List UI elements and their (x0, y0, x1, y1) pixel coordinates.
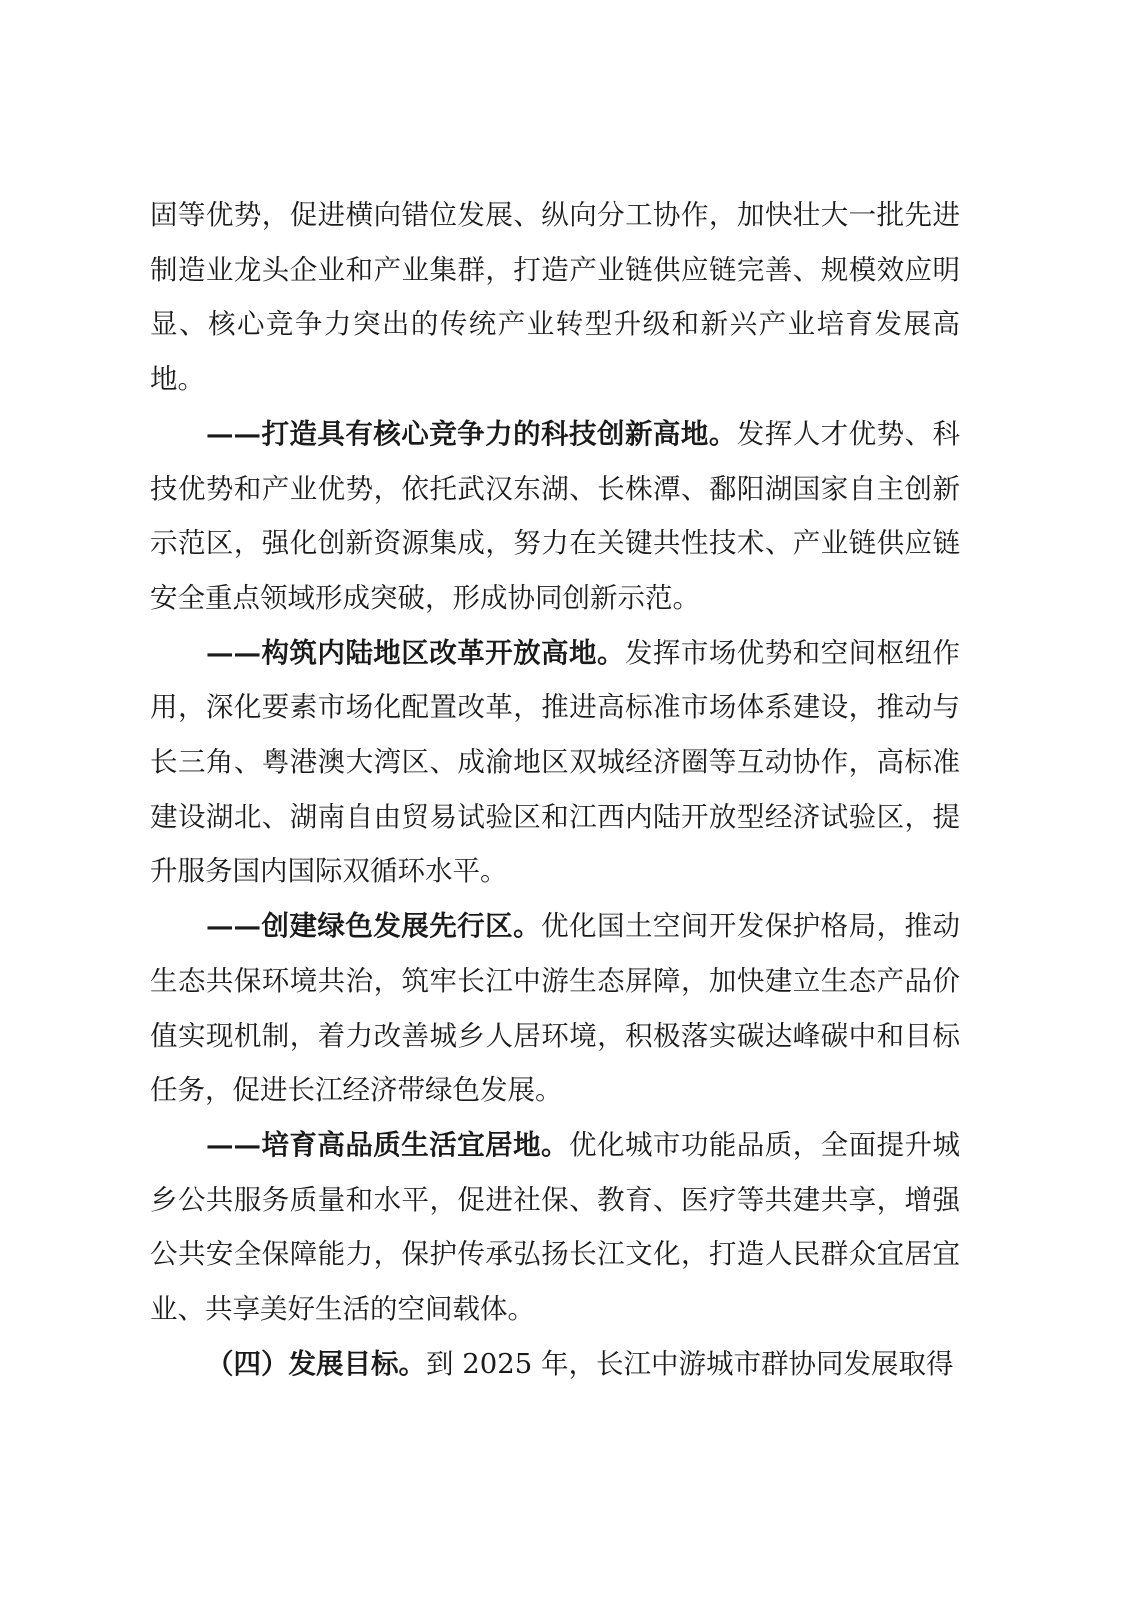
paragraph-tech-innovation (150, 407, 960, 626)
paragraph-heading: ——创建绿色发展先行区。 (206, 910, 542, 943)
document-body (150, 188, 960, 1391)
paragraph-heading: ——构筑内陆地区改革开放高地。 (206, 636, 625, 669)
paragraph-heading: ——培育高品质生活宜居地。 (206, 1128, 570, 1161)
paragraph-text: 到 2025 年，长江中游城市群协同发展取得 (426, 1347, 954, 1380)
paragraph-development-goals (150, 1337, 960, 1392)
paragraph-heading: ——打造具有核心竞争力的科技创新高地。 (206, 417, 737, 450)
paragraph-text: 发挥人才优势、科技优势和产业优势，依托武汉东湖、长株潭、鄱阳湖国家自主创新示范区，强化创新资源集成，努力在关键共性技术、产业链供应链安全重点领域形成突破，形成协同创新示范。 (150, 417, 961, 614)
paragraph-reform-opening (150, 626, 960, 900)
paragraph-text: 固等优势，促进横向错位发展、纵向分工协作，加快壮大一批先进制造业龙头企业和产业集群，打造产业链供应链完善、规模效应明显、核心竞争力突出的传统产业转型升级和新兴产业培育发展高地。 (150, 199, 960, 396)
paragraph-text: 优化城市功能品质，全面提升城乡公共服务质量和水平，促进社保、教育、医疗等共建共享，增强公共安全保障能力，保护传承弘扬长江文化，打造人民群众宜居宜业、共享美好生活的空间载体。 (150, 1128, 961, 1326)
paragraph-industry-continuation (150, 188, 960, 407)
paragraph-text: 发挥市场优势和空间枢纽作用，深化要素市场化配置改革，推进高标准市场体系建设，推动与长三角、粤港澳大湾区、成渝地区双城经济圈等互动协作，高标准建设湖北、湖南自由贸易试验区和江西内陆开放型经济试验区，提升服务国内国际双循环水平。 (150, 636, 961, 888)
section-heading: （四）发展目标。 (206, 1347, 426, 1380)
paragraph-text: 优化国土空间开发保护格局，推动生态共保环境共治，筑牢长江中游生态屏障，加快建立生态产品价值实现机制，着力改善城乡人居环境，积极落实碳达峰碳中和目标任务，促进长江经济带绿色发展。 (150, 910, 961, 1107)
paragraph-quality-living (150, 1118, 960, 1337)
paragraph-green-development (150, 899, 960, 1118)
